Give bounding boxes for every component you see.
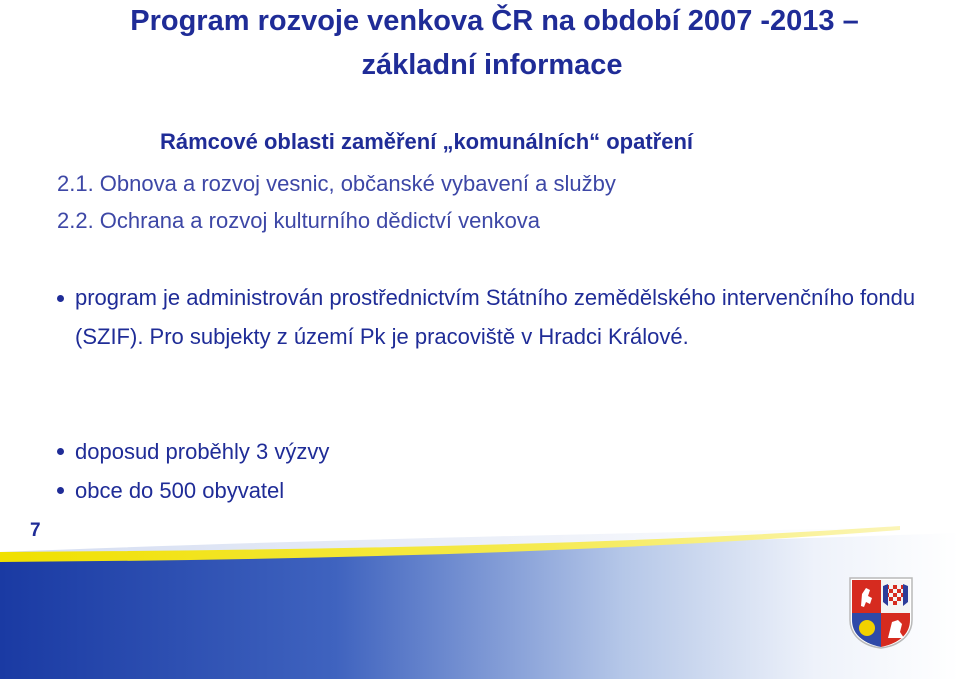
bullet-text: program je administrován prostřednictvím Státního zemědělského intervenčního fondu (SZIF). Pro subjekty z území Pk je pracoviště v Hradci Králové. xyxy=(75,285,916,349)
bullet-text: doposud proběhly 3 výzvy xyxy=(75,439,330,464)
section-subheading: Rámcové oblasti zaměření „komunálních“ opatření xyxy=(160,129,694,154)
page-number: 7 xyxy=(30,520,41,541)
slide-title-line-1: Program rozvoje venkova ČR na období 2007 -2013 – xyxy=(130,5,859,37)
regional-coat-of-arms-icon xyxy=(848,576,914,650)
slide-title-line-2: základní informace xyxy=(361,49,623,81)
area-item-2-2: 2.2. Ochrana a rozvoj kulturního dědictví venkova xyxy=(57,208,541,233)
bullet-text: obce do 500 obyvatel xyxy=(75,478,285,503)
area-item-2-1: 2.1. Obnova a rozvoj vesnic, občanské vybavení a služby xyxy=(57,171,616,196)
